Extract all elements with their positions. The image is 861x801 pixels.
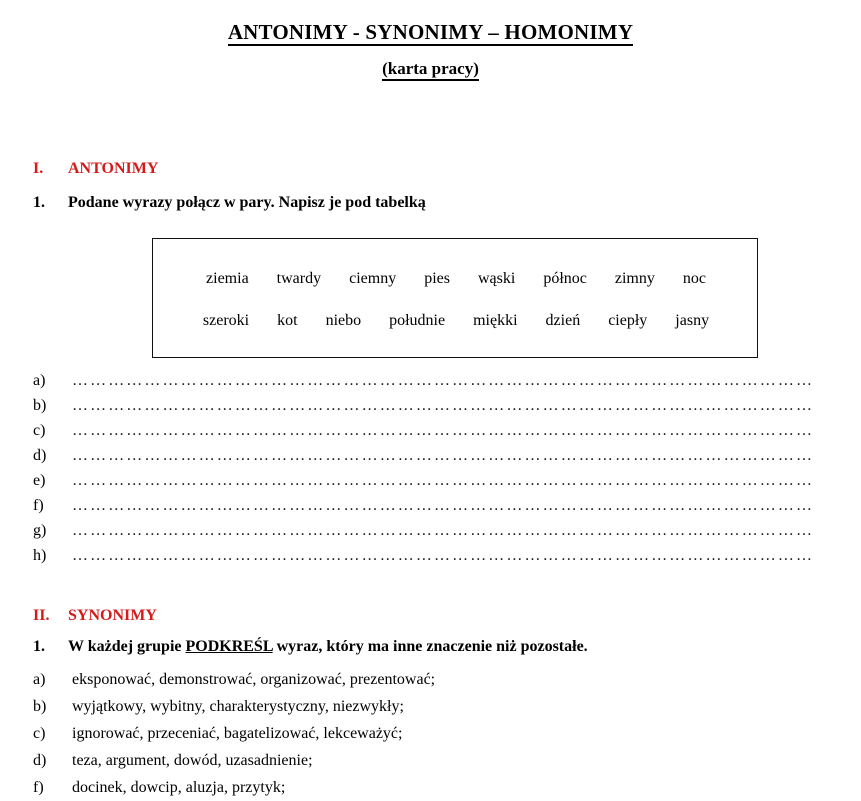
word-item: niebo xyxy=(325,312,362,329)
answer-line-dots[interactable]: …………………………………………………………………………………………………………… xyxy=(72,447,815,464)
group-label: c) xyxy=(33,725,46,742)
section-heading-synonimy xyxy=(33,607,157,625)
answer-line-label: f) xyxy=(33,497,44,514)
page-title: ANTONIMY - SYNONIMY – HOMONIMY xyxy=(228,20,633,46)
group-text[interactable]: teza, argument, dowód, uzasadnienie; xyxy=(72,752,313,769)
section-number-1: I. xyxy=(33,160,44,177)
task-text-after: wyraz, który ma inne znaczenie niż pozostałe. xyxy=(272,638,588,655)
title-block xyxy=(0,20,861,81)
answer-line-dots[interactable]: …………………………………………………………………………………………………………… xyxy=(72,522,815,539)
task-number-1: 1. xyxy=(33,194,45,211)
answer-line-row xyxy=(33,493,833,518)
task-line-synonimy xyxy=(33,638,588,656)
group-label: d) xyxy=(33,752,47,769)
answer-lines-list xyxy=(33,368,833,568)
answer-line-dots[interactable]: …………………………………………………………………………………………………………… xyxy=(72,547,815,564)
answer-line-label: b) xyxy=(33,397,47,414)
group-text[interactable]: wyjątkowy, wybitny, charakterystyczny, niezwykły; xyxy=(72,698,404,715)
subtitle-wrapper xyxy=(0,59,861,81)
word-item: ciepły xyxy=(608,312,648,329)
group-text[interactable]: docinek, dowcip, aluzja, przytyk; xyxy=(72,779,286,796)
section-label-2: SYNONIMY xyxy=(68,607,157,624)
section-label-1: ANTONIMY xyxy=(68,160,159,177)
answer-line-row xyxy=(33,393,833,418)
section-number-2: II. xyxy=(33,607,50,624)
answer-line-row xyxy=(33,443,833,468)
word-item: wąski xyxy=(477,270,516,287)
word-item: pies xyxy=(424,270,450,287)
answer-line-row xyxy=(33,418,833,443)
answer-line-label: c) xyxy=(33,422,46,439)
task-text-before: W każdej grupie xyxy=(68,638,186,655)
answer-line-dots[interactable]: …………………………………………………………………………………………………………… xyxy=(72,397,815,414)
answer-line-label: e) xyxy=(33,472,46,489)
word-item: zimny xyxy=(614,270,655,287)
list-item xyxy=(33,747,833,774)
word-bank-box xyxy=(152,238,758,358)
word-item: twardy xyxy=(276,270,322,287)
page-subtitle: (karta pracy) xyxy=(382,59,479,81)
task-text-1: Podane wyrazy połącz w pary. Napisz je pod tabelką xyxy=(68,194,426,211)
word-item: południe xyxy=(389,312,446,329)
task-text-underlined: PODKREŚL xyxy=(185,638,273,655)
answer-line-dots[interactable]: …………………………………………………………………………………………………………… xyxy=(72,372,815,389)
group-label: b) xyxy=(33,698,47,715)
group-text[interactable]: ignorować, przeceniać, bagatelizować, lekceważyć; xyxy=(72,725,403,742)
group-label: a) xyxy=(33,671,46,688)
list-item xyxy=(33,693,833,720)
list-item xyxy=(33,720,833,747)
list-item xyxy=(33,774,833,801)
word-bank-row-2 xyxy=(153,312,759,330)
word-bank-row-1 xyxy=(153,270,759,288)
answer-line-label: g) xyxy=(33,522,47,539)
answer-line-dots[interactable]: …………………………………………………………………………………………………………… xyxy=(72,497,815,514)
section-heading-antonimy xyxy=(33,160,158,178)
word-item: miękki xyxy=(473,312,518,329)
answer-line-row xyxy=(33,518,833,543)
answer-line-dots[interactable]: …………………………………………………………………………………………………………… xyxy=(72,422,815,439)
word-item: szeroki xyxy=(202,312,250,329)
word-item: ziemia xyxy=(206,270,249,287)
word-item: północ xyxy=(543,270,587,287)
answer-line-label: d) xyxy=(33,447,47,464)
task-line-antonimy xyxy=(33,194,426,212)
word-item: noc xyxy=(682,270,706,287)
word-item: dzień xyxy=(545,312,581,329)
group-label: f) xyxy=(33,779,44,796)
list-item xyxy=(33,666,833,693)
answer-line-dots[interactable]: …………………………………………………………………………………………………………… xyxy=(72,472,815,489)
group-text[interactable]: eksponować, demonstrować, organizować, prezentować; xyxy=(72,671,436,688)
answer-line-row xyxy=(33,468,833,493)
word-item: kot xyxy=(277,312,298,329)
answer-line-row xyxy=(33,543,833,568)
answer-line-label: a) xyxy=(33,372,46,389)
synonym-groups-list xyxy=(33,666,833,801)
answer-line-row xyxy=(33,368,833,393)
word-item: ciemny xyxy=(349,270,397,287)
word-item: jasny xyxy=(675,312,710,329)
answer-line-label: h) xyxy=(33,547,47,564)
task-number-2: 1. xyxy=(33,638,45,655)
